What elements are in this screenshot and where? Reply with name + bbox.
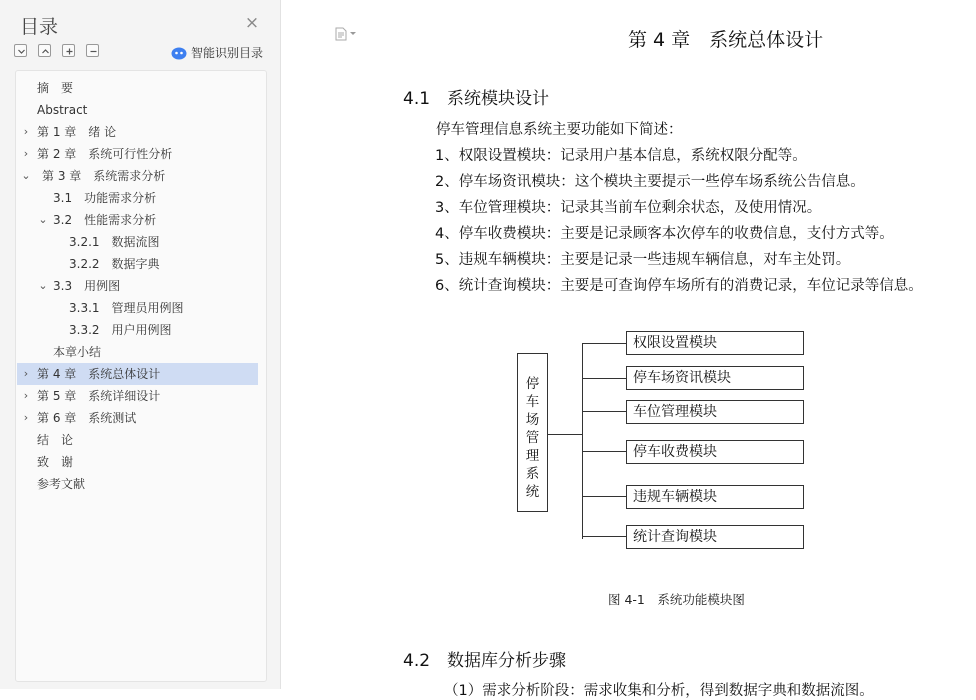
- paragraph-item: 4、停车收费模块：主要是记录顾客本次停车的收费信息，支付方式等。: [435, 226, 894, 242]
- toc-item[interactable]: [17, 407, 258, 429]
- toc-item[interactable]: [17, 121, 258, 143]
- chevron-down-icon: [350, 32, 356, 36]
- toc-item-label: 第 6 章 系统测试: [37, 411, 137, 425]
- toc-item-label: 致 谢: [37, 455, 74, 469]
- toc-item[interactable]: [17, 275, 258, 297]
- section-title-4-2: 4.2 数据库分析步骤: [403, 651, 567, 671]
- module-diagram: [508, 320, 818, 560]
- toc-item[interactable]: [17, 231, 258, 253]
- module-node: 车位管理模块: [626, 400, 804, 424]
- toc-item[interactable]: [17, 77, 258, 99]
- chevron-down-icon[interactable]: ⌄: [38, 279, 48, 292]
- chevron-down-icon[interactable]: ⌄: [21, 169, 31, 182]
- chevron-right-icon[interactable]: ›: [23, 367, 29, 380]
- toc-item-label: 本章小结: [53, 345, 102, 359]
- ai-cloud-icon: [171, 46, 187, 60]
- figure-caption: 图 4-1 系统功能模块图: [608, 592, 745, 607]
- connector-line: [582, 378, 627, 379]
- document-page: [298, 0, 976, 699]
- toc-item-label: 3.3 用例图: [53, 279, 121, 293]
- toc-item-label: 3.3.1 管理员用例图: [69, 301, 184, 315]
- toc-item-label: 第 1 章 绪 论: [37, 125, 117, 139]
- paragraph-intro: 停车管理信息系统主要功能如下简述：: [436, 122, 683, 138]
- paragraph-item: 6、统计查询模块：主要是可查询停车场所有的消费记录，车位记录等信息。: [435, 278, 923, 294]
- toc-item-label: 第 2 章 系统可行性分析: [37, 147, 173, 161]
- toc-item[interactable]: [17, 473, 258, 495]
- chevron-down-icon[interactable]: ⌄: [38, 213, 48, 226]
- toc-item[interactable]: [17, 165, 258, 187]
- root-label-char: 车: [525, 394, 540, 410]
- module-node: 违规车辆模块: [626, 485, 804, 509]
- paragraph-item: 1、权限设置模块：记录用户基本信息，系统权限分配等。: [435, 148, 807, 164]
- paragraph-item: 2、停车场资讯模块：这个模块主要提示一些停车场系统公告信息。: [435, 174, 865, 190]
- connector-trunk: [582, 343, 583, 539]
- toc-item-label: 3.1 功能需求分析: [53, 191, 157, 205]
- toc-item-label: 第 5 章 系统详细设计: [37, 389, 161, 403]
- toc-item[interactable]: [17, 297, 258, 319]
- toc-item[interactable]: [17, 451, 258, 473]
- paragraph-item: 3、车位管理模块：记录其当前车位剩余状态，及使用情况。: [435, 200, 822, 216]
- connector-line: [582, 411, 627, 412]
- toc-item-label: Abstract: [37, 103, 88, 117]
- connector-line: [582, 496, 627, 497]
- diagram-root-node: [517, 353, 548, 512]
- smart-toc-button[interactable]: [171, 44, 263, 61]
- module-node: 统计查询模块: [626, 525, 804, 549]
- paragraph-item: 5、违规车辆模块：主要是记录一些违规车辆信息，对车主处罚。: [435, 252, 851, 268]
- toc-item-label: 3.2.1 数据流图: [69, 235, 160, 249]
- toc-item[interactable]: [17, 99, 258, 121]
- module-node: 权限设置模块: [626, 331, 804, 355]
- connector-line: [548, 434, 583, 435]
- module-node: 停车场资讯模块: [626, 366, 804, 390]
- toc-item-label: 第 4 章 系统总体设计: [37, 367, 161, 381]
- toc-item[interactable]: [17, 143, 258, 165]
- toc-sidebar: [0, 0, 281, 689]
- document-menu-button[interactable]: [335, 27, 356, 41]
- connector-line: [582, 451, 627, 452]
- toc-item[interactable]: [17, 319, 258, 341]
- chevron-right-icon[interactable]: ›: [23, 147, 29, 160]
- toc-item[interactable]: [17, 363, 258, 385]
- root-label-char: 场: [525, 412, 540, 428]
- root-label-char: 系: [525, 466, 540, 482]
- toc-item-label: 第 3 章 系统需求分析: [42, 169, 166, 183]
- document-icon: [335, 27, 347, 41]
- chevron-right-icon[interactable]: ›: [23, 125, 29, 138]
- close-icon[interactable]: ×: [244, 13, 260, 33]
- section-title-4-1: 4.1 系统模块设计: [403, 89, 550, 109]
- connector-line: [582, 536, 627, 537]
- remove-level-icon[interactable]: [86, 44, 99, 57]
- toc-item[interactable]: [17, 253, 258, 275]
- root-label-char: 停: [525, 376, 540, 392]
- root-label-char: 管: [525, 430, 540, 446]
- toc-item-label: 3.2 性能需求分析: [53, 213, 157, 227]
- toc-item[interactable]: [17, 187, 258, 209]
- chapter-title: 第 4 章 系统总体设计: [628, 29, 824, 51]
- toc-item[interactable]: [17, 429, 258, 451]
- toc-item-label: 参考文献: [37, 477, 86, 491]
- toc-item[interactable]: [17, 341, 258, 363]
- toc-item-label: 结 论: [37, 433, 74, 447]
- connector-line: [582, 343, 627, 344]
- toc-item-label: 摘 要: [37, 81, 74, 95]
- expand-all-icon[interactable]: [14, 44, 27, 57]
- toc-item-label: 3.2.2 数据字典: [69, 257, 160, 271]
- module-node: 停车收费模块: [626, 440, 804, 464]
- smart-toc-label: 智能识别目录: [191, 46, 264, 60]
- collapse-all-icon[interactable]: [38, 44, 51, 57]
- chevron-right-icon[interactable]: ›: [23, 389, 29, 402]
- toc-item[interactable]: [17, 385, 258, 407]
- toc-item-label: 3.3.2 用户用例图: [69, 323, 172, 337]
- paragraph-partial: （1）需求分析阶段：需求收集和分析，得到数据字典和数据流图。: [444, 683, 874, 699]
- root-label-char: 理: [525, 448, 540, 464]
- root-label-char: 统: [525, 484, 540, 500]
- toc-item[interactable]: [17, 209, 258, 231]
- add-level-icon[interactable]: [62, 44, 75, 57]
- chevron-right-icon[interactable]: ›: [23, 411, 29, 424]
- toc-title: 目录: [20, 16, 59, 38]
